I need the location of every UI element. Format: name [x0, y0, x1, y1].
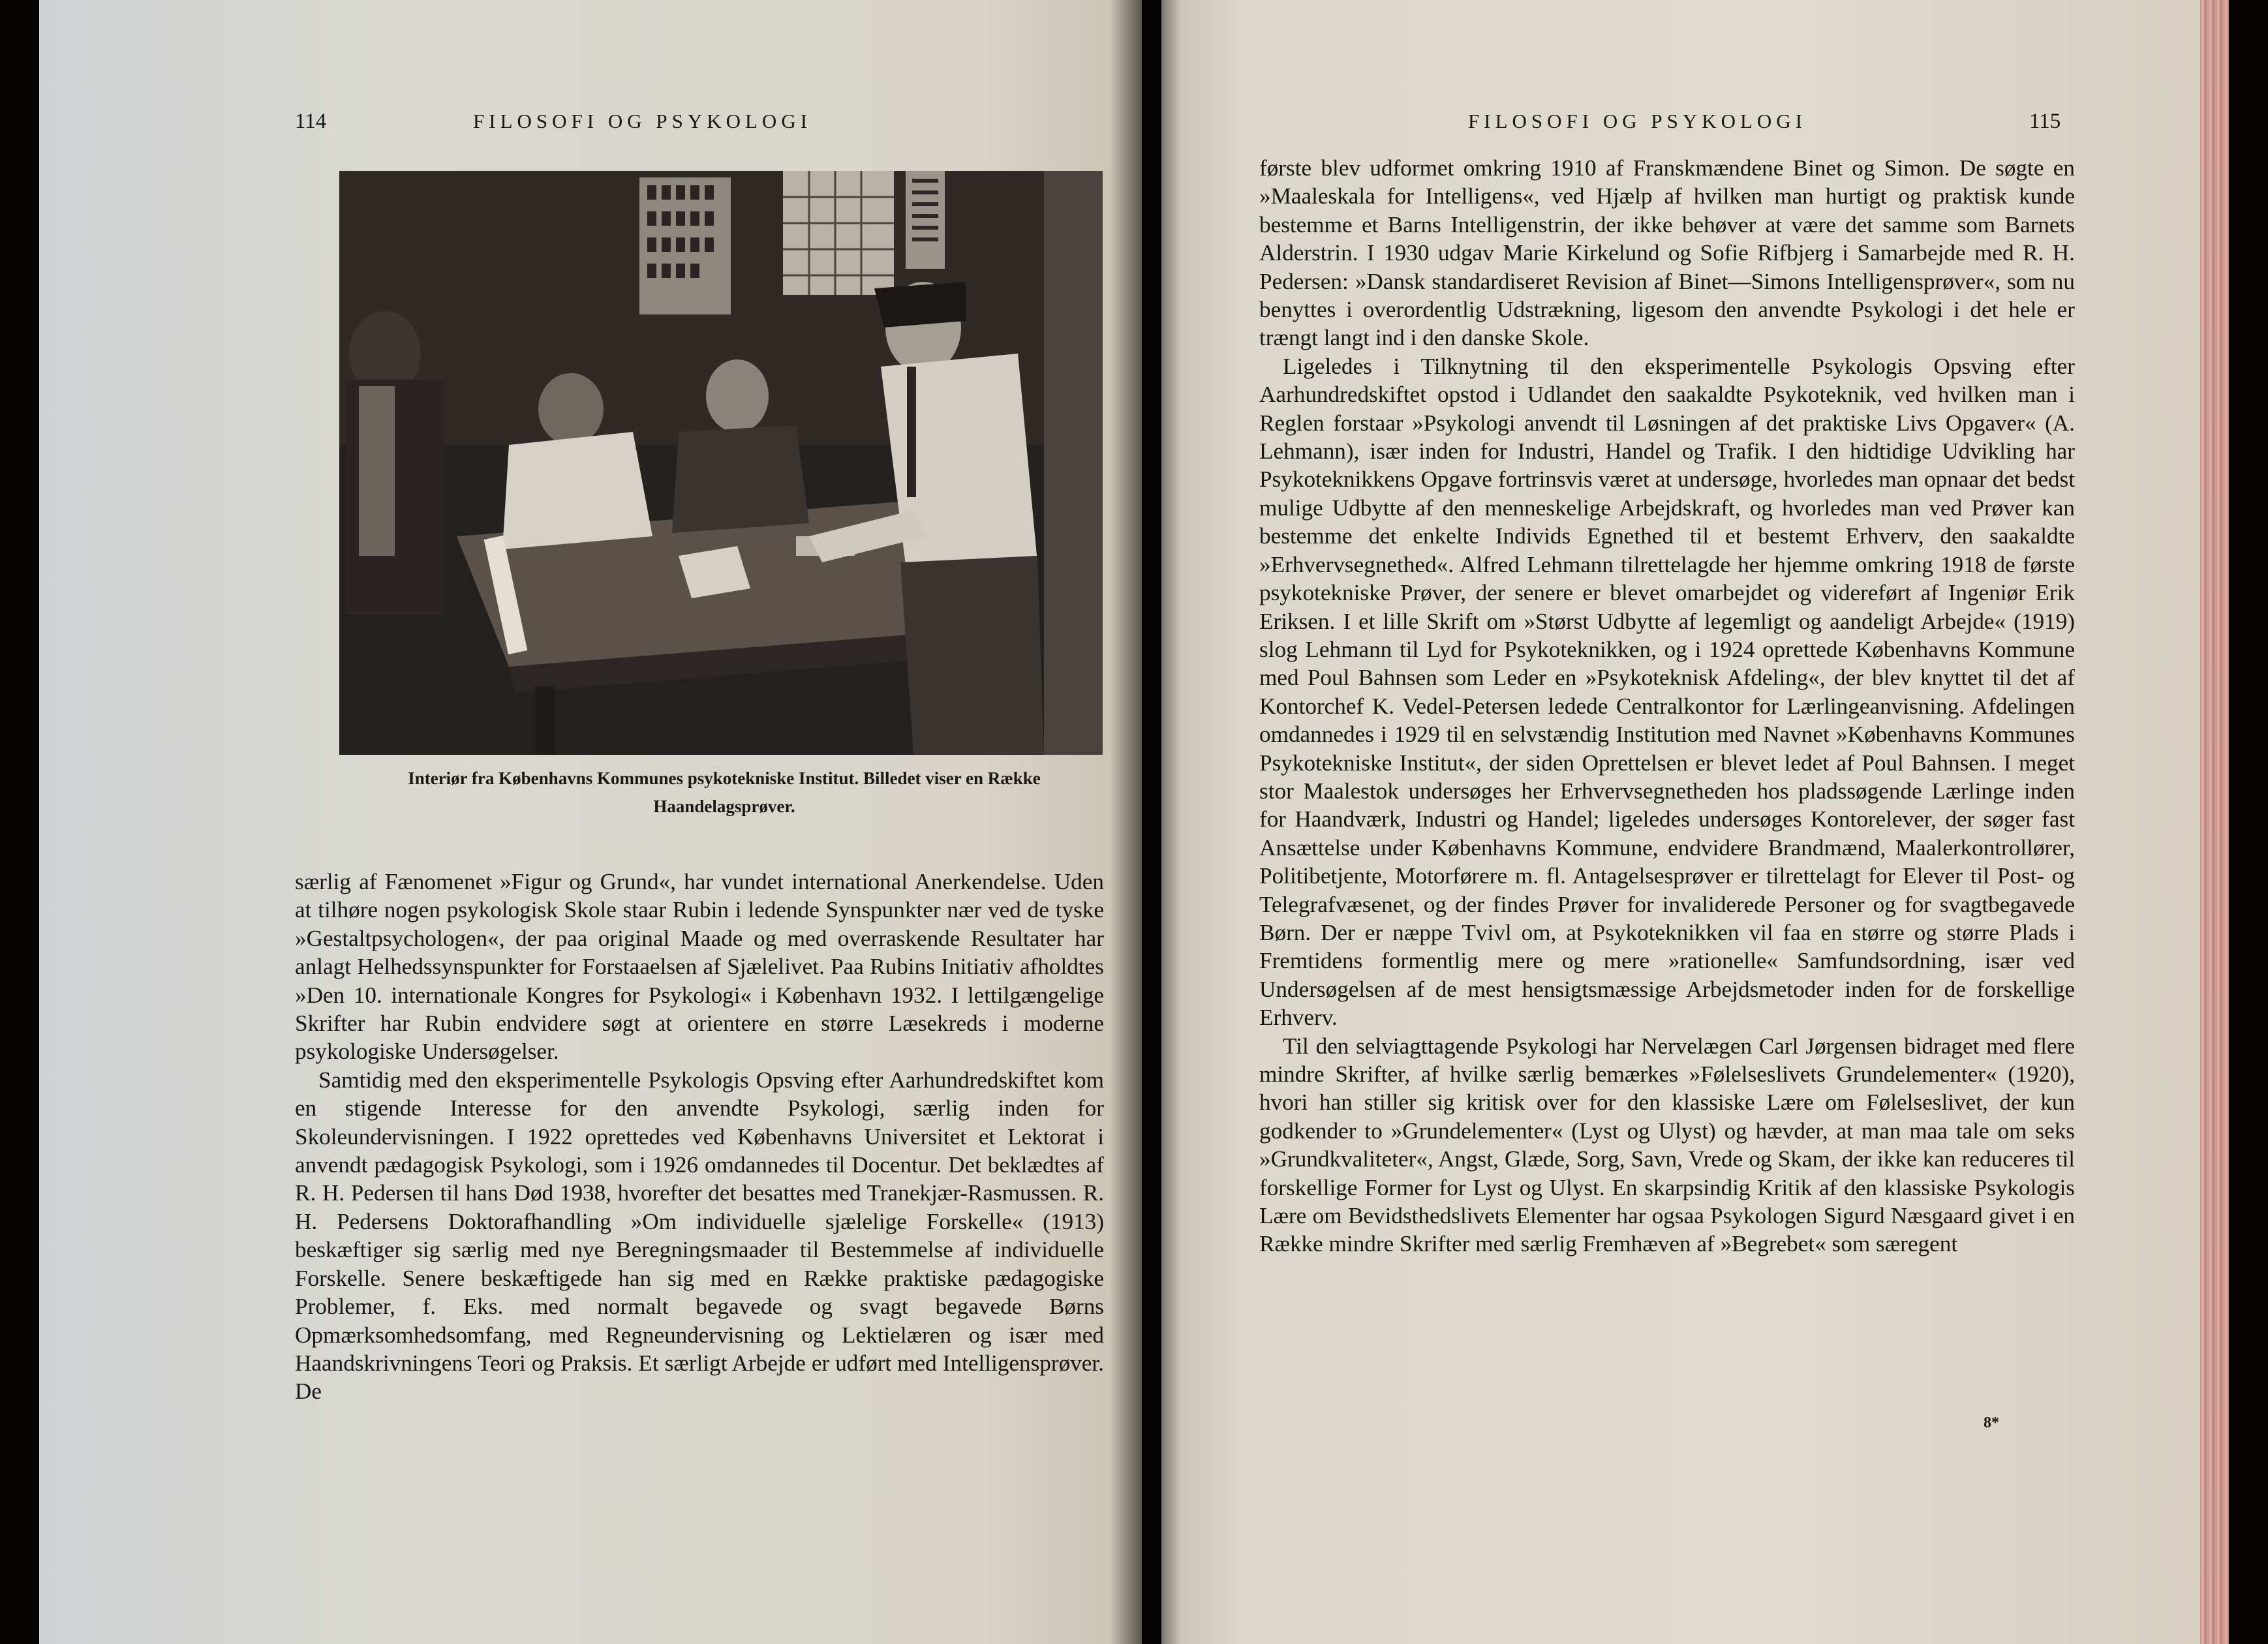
right-page — [1161, 0, 2229, 1644]
left-page — [39, 0, 1142, 1644]
book-gutter — [1109, 0, 1181, 1644]
figure-caption: Interiør fra Københavns Kommunes psykotekniske Institut. Billedet viser en Række Haandelagsprøver. — [408, 769, 1041, 816]
paragraph: Til den selviagttagende Psykologi har Nervelægen Carl Jørgensen bidraget med flere mindre Skrifter, af hvilke særlig bemærkes »Følelseslivets Grundelementer« (1920), hvori han stiller sig kritisk over for den klassiske Lære om Følelseslivet, der kun godkender to »Grundelementer« (Lyst og Ulyst) og hævder, at man maa tale om seks »Grundkvaliteter«, Angst, Glæde, Sorg, Savn, Vrede og Skam, der ikke kan reduceres til forskellige Former for Lyst og Ulyst. En skarpsindig Kritik af den klassiske Psykologis Lære om Bevidsthedslivets Elementer har ogsaa Psykologen Sigurd Næsgaard givet i en Række mindre Skrifter med særlig Fremhæven af »Begrebet« som særegent — [1259, 1033, 2075, 1257]
paragraph: særlig af Fænomenet »Figur og Grund«, har vundet international Anerkendelse. Uden at tilhøre nogen psykologisk Skole staar Rubin i ledende Synspunkter nær ved de tyske »Gestaltpsychologen«, der paa original Maade og med overraskende Resultater har anlagt Helhedssynspunkter for Forstaaelsen af Sjælelivet. Paa Rubins Initiativ afholdtes »Den 10. internationale Kongres for Psykologi« i København 1932. I lettilgængelige Skrifter har Rubin endvidere søgt at orientere en større Læsekreds i moderne psykologiske Undersøgelser. — [295, 869, 1104, 1065]
figure-photo — [339, 171, 1103, 755]
page-edges-right — [2200, 0, 2229, 1644]
running-head-right: FILOSOFI OG PSYKOLOGI — [1468, 110, 1807, 132]
paragraph: Samtidig med den eksperimentelle Psykologis Opsving efter Aarhundredskiftet kom en stigende Interesse for den anvendte Psykologi, særlig inden for Skoleundervisningen. I 1922 oprettedes ved Københavns Universitet et Lektorat i anvendt pædagogisk Psykologi, som i 1926 omdannedes til Docentur. Det beklædtes af R. H. Pedersen til hans Død 1938, hvorefter det besattes med Tranekjær-Rasmussen. R. H. Pedersens Doktorafhandling »Om individuelle sjælelige Forskelle« (1913) beskæftiger sig særlig med nye Beregningsmaader til Bestemmelse af individuelle Forskelle. Senere beskæftigede han sig med en Række praktiske pædagogiske Problemer, f. Eks. med normalt begavede og svagt begavede Børns Opmærksomhedsomfang, med Regneundervisning og Lektielæren og især med Haandskrivningens Teori og Praksis. Et særligt Arbejde er udført med Intelligensprøver. De — [295, 1067, 1104, 1405]
paragraph: Ligeledes i Tilknytning til den eksperimentelle Psykologis Opsving efter Aarhundredskiftet opstod i Udlandet den saakaldte Psykoteknik, ved hvilken man i Reglen forstaar »Psykologi anvendt til Løsningen af det praktiske Livs Opgaver« (A. Lehmann), især inden for Industri, Handel og Trafik. I den hidtidige Udvikling har Psykoteknikkens Opgave fortrinsvis været at undersøge, hvorledes man opnaar det bedst mulige Udbytte af den menneskelige Arbejdskraft, og hvorledes man ved Prøver kan bestemme det enkelte Individs Egnethed til et bestemt Erhverv, den saakaldte »Erhvervsegnethed«. Alfred Lehmann tilrettelagde her hjemme omkring 1918 de første psykotekniske Prøver, der senere er blevet omarbejdet og videreført af Ingeniør Erik Eriksen. I et lille Skrift om »Størst Udbytte af legemligt og aandeligt Arbejde« (1919) slog Lehmann til Lyd for Psykoteknikken, og i 1924 oprettede Københavns Kommune med Poul Bahnsen som Leder en »Psykoteknisk Afdeling«, der blev knyttet til det af Kontorchef K. Vedel-Petersen ledede Centralkontor for Lærlingeanvisning. Afdelingen omdannedes i 1929 til en selvstændig Institution med Navnet »Københavns Kommunes Psykotekniske Institut«, der siden Oprettelsen er blevet ledet af Poul Bahnsen. I meget stor Maalestok undersøges her Erhvervsegnetheden hos pladssøgende Lærlinge inden for Haandværk, Industri og Handel; ligeledes undersøges Kontorelever, der søger fast Ansættelse under Københavns Kommune, endvidere Brandmænd, Maalerkontrollører, Politibetjente, Motorførere m. fl. Antagelsesprøver er tilrettelagt for Elever til Post- og Telegrafvæsenet, og der findes Prøver for invaliderede Personer og for svagtbegavede Børn. Der er næppe Tvivl om, at Psykoteknikken vil faa en større og større Plads i Fremtidens formentlig mere og mere »rationelle« Samfundsordning, især ved Undersøgelsen af de mest hensigtsmæssige Arbejdsmetoder inden for de forskellige Erhverv. — [1259, 353, 2075, 1031]
body-text-left — [295, 868, 1104, 1406]
body-text-right — [1259, 154, 2075, 1258]
signature-mark: 8* — [1984, 1414, 1999, 1431]
page-number-right: 115 — [2029, 110, 2061, 133]
page-number-left: 114 — [295, 110, 327, 133]
paragraph: første blev udformet omkring 1910 af Franskmændene Binet og Simon. De søgte en »Maaleskala for Intelligens«, ved Hjælp af hvilken man hurtigt og praktisk kunde bestemme et Barns Intelligenstrin, der ikke behøver at være det samme som Barnets Alderstrin. I 1930 udgav Marie Kirkelund og Sofie Rifbjerg i Samarbejde med R. H. Pedersen: »Dansk standardiseret Revision af Binet—Simons Intelligensprøver«, som nu benyttes i overordentlig Udstrækning, ligesom den anvendte Psykologi i det hele er trængt langt ind i den danske Skole. — [1259, 155, 2075, 351]
running-head-left: FILOSOFI OG PSYKOLOGI — [473, 110, 812, 132]
